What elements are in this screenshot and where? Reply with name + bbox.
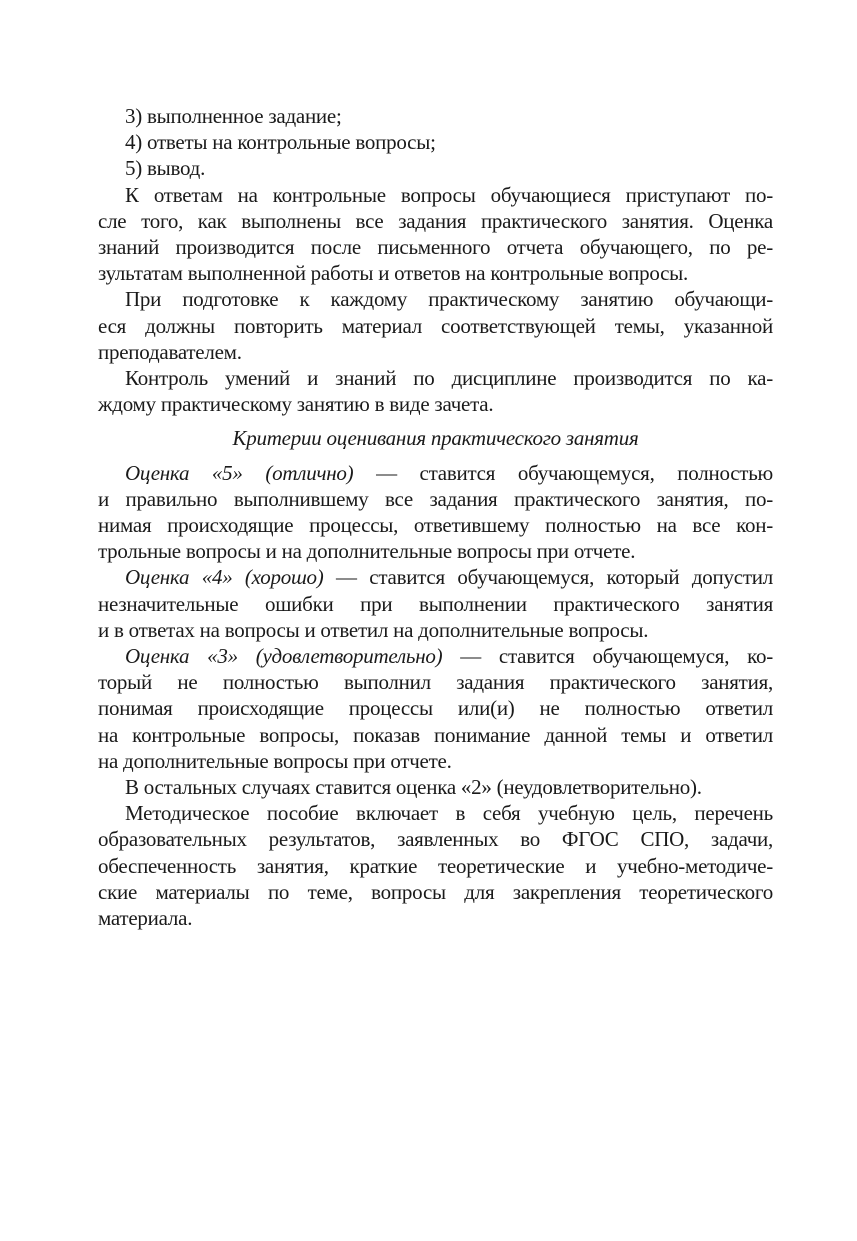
text-line: понимая происходящие процессы или(и) не полностью ответил xyxy=(98,696,773,721)
text-line: зультатам выполненной работы и ответов на контрольные вопросы. xyxy=(98,261,689,286)
text-line: нимая происходящие процессы, ответившему полностью на все кон- xyxy=(98,513,773,538)
text-line: ские материалы по теме, вопросы для закрепления теоретического xyxy=(98,879,773,904)
section-heading: Критерии оценивания практического занятия xyxy=(232,426,639,451)
text-line: материала. xyxy=(98,906,193,931)
text-line: ждому практическому занятию в виде зачета. xyxy=(98,392,494,417)
text-line: на контрольные вопросы, показав понимание данной темы и ответил xyxy=(98,722,773,747)
text-line: еся должны повторить материал соответствующей темы, указанной xyxy=(98,313,773,338)
grade-label: Оценка «4» (хорошо) xyxy=(125,565,324,590)
text-line: образовательных результатов, заявленных во ФГОС СПО, задачи, xyxy=(98,827,773,852)
text-line: Контроль умений и знаний по дисциплине производится по ка- xyxy=(125,366,773,391)
paragraph-control xyxy=(98,365,773,417)
text-line: В остальных случаях ставится оценка «2» (неудовлетворительно). xyxy=(125,775,702,800)
grade-5-paragraph xyxy=(98,460,773,565)
text-line: и правильно выполнившему все задания практического занятия, по- xyxy=(98,486,773,511)
grade-text: — ставится обучающемуся, который допустил xyxy=(323,565,773,590)
list-item: 4) ответы на контрольные вопросы; xyxy=(125,130,436,155)
paragraph-manual-contents xyxy=(98,800,773,931)
text-line: незначительные ошибки при выполнении практического занятия xyxy=(98,591,773,616)
text-line: на дополнительные вопросы при отчете. xyxy=(98,748,452,773)
grade-text: — ставится обучающемуся, полностью xyxy=(353,460,773,485)
grade-2-paragraph xyxy=(98,774,773,800)
paragraph-control-questions xyxy=(98,182,773,287)
text-line: К ответам на контрольные вопросы обучающиеся приступают по- xyxy=(125,182,773,207)
text-line: При подготовке к каждому практическому занятию обучающи- xyxy=(125,287,773,312)
text-line: Методическое пособие включает в себя учебную цель, перечень xyxy=(125,801,773,826)
report-structure-list xyxy=(98,103,773,182)
grade-label: Оценка «3» (удовлетворительно) xyxy=(125,644,443,669)
text-line: знаний производится после письменного отчета обучающего, по ре- xyxy=(98,235,773,260)
text-line xyxy=(98,564,773,590)
text-line: обеспеченность занятия, краткие теоретические и учебно-методиче- xyxy=(98,853,773,878)
text-line: и в ответах на вопросы и ответил на дополнительные вопросы. xyxy=(98,617,649,642)
text-line xyxy=(98,643,773,669)
text-line: сле того, как выполнены все задания практического занятия. Оценка xyxy=(98,208,773,233)
text-line xyxy=(98,460,773,486)
document-page xyxy=(98,103,773,931)
list-item: 5) вывод. xyxy=(125,156,206,181)
grade-text: — ставится обучающемуся, ко- xyxy=(442,644,773,669)
list-item: 3) выполненное задание; xyxy=(125,104,342,128)
grade-3-paragraph xyxy=(98,643,773,774)
grade-4-paragraph xyxy=(98,564,773,643)
grade-label: Оценка «5» (отлично) xyxy=(125,460,354,485)
text-line: торый не полностью выполнил задания практического занятия, xyxy=(98,670,773,695)
text-line: преподавателем. xyxy=(98,339,242,364)
text-line: трольные вопросы и на дополнительные вопросы при отчете. xyxy=(98,539,636,564)
paragraph-preparation xyxy=(98,286,773,365)
